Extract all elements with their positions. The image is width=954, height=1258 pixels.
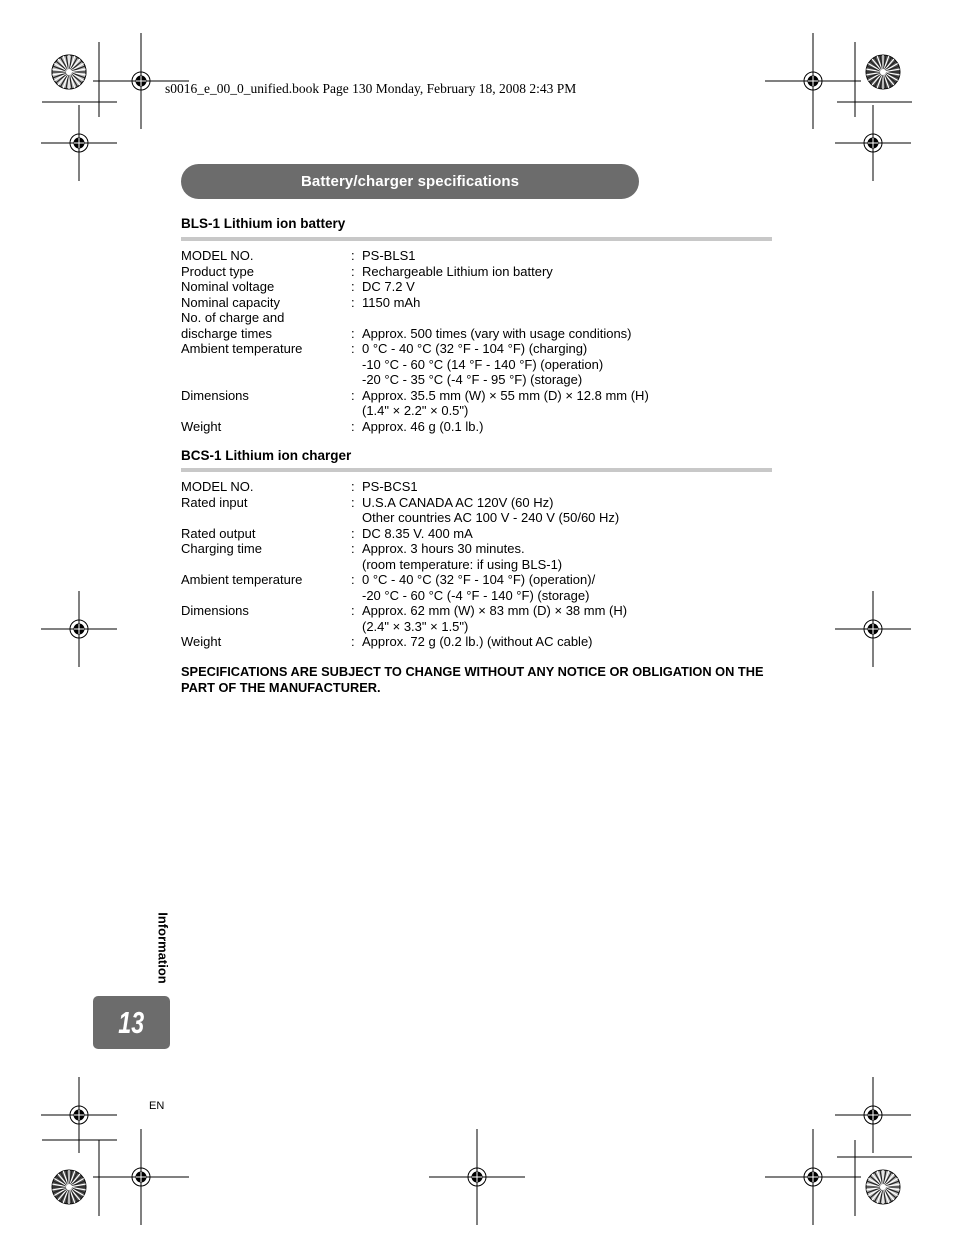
spec-value-line: PS-BLS1	[362, 248, 416, 263]
spec-label: Ambient temperature	[181, 341, 303, 356]
spec-row	[181, 526, 781, 542]
charger-heading: BCS-1 Lithium ion charger	[181, 448, 352, 463]
color-target-top-left-icon	[52, 55, 86, 89]
spec-value-line: U.S.A CANADA AC 120V (60 Hz)	[362, 494, 554, 510]
crosshair-left-upper-icon	[41, 105, 117, 181]
spec-row	[181, 310, 781, 326]
spec-row	[181, 541, 781, 572]
spec-label: Charging time	[181, 541, 262, 556]
spec-row	[181, 495, 781, 526]
spec-colon: :	[351, 572, 355, 587]
spec-value	[362, 634, 781, 650]
color-target-bottom-left-icon	[52, 1170, 86, 1204]
spec-value-line: -10 °C - 60 °C (14 °F - 140 °F) (operation)	[362, 356, 604, 372]
spec-value-line: 0 °C - 40 °C (32 °F - 104 °F) (charging)	[362, 341, 588, 356]
spec-label: Dimensions	[181, 387, 249, 403]
spec-value-line: -20 °C - 35 °C (-4 °F - 95 °F) (storage)	[362, 372, 583, 387]
spec-value-line: -20 °C - 60 °C (-4 °F - 140 °F) (storage)	[362, 587, 590, 603]
section-title: Battery/charger specifications	[300, 173, 520, 190]
spec-label: Nominal capacity	[181, 294, 280, 310]
battery-spec-table	[181, 248, 781, 434]
spec-colon: :	[351, 634, 355, 649]
spec-value-line: (1.4" × 2.2" × 0.5")	[362, 403, 469, 418]
spec-colon: :	[351, 341, 355, 356]
spec-value	[362, 572, 781, 603]
crosshair-top-right-icon	[765, 33, 861, 129]
crosshair-bottom-right-icon	[765, 1129, 861, 1225]
spec-row	[181, 264, 781, 280]
spec-colon: :	[351, 494, 355, 510]
spec-value	[362, 603, 781, 634]
spec-colon: :	[351, 263, 355, 279]
spec-value-line: Approx. 500 times (vary with usage conditions)	[362, 325, 632, 341]
spec-row	[181, 341, 781, 388]
chapter-number: 13	[118, 1004, 145, 1040]
spec-value-line	[362, 310, 781, 326]
spec-value	[362, 495, 781, 526]
spec-label: Weight	[181, 418, 222, 434]
spec-row	[181, 419, 781, 435]
chapter-tab	[93, 996, 170, 1049]
spec-value-line: (room temperature: if using BLS-1)	[362, 556, 563, 572]
specification-notice: SPECIFICATIONS ARE SUBJECT TO CHANGE WITHOUT ANY NOTICE OR OBLIGATION ON THE PART OF THE MANUFACTURER.	[181, 664, 764, 695]
spec-label: Dimensions	[181, 603, 249, 618]
spec-row	[181, 479, 781, 495]
spec-row	[181, 326, 781, 342]
spec-label: Ambient temperature	[181, 572, 303, 587]
spec-row	[181, 279, 781, 295]
side-tab-label: Information	[155, 912, 171, 984]
battery-divider	[181, 237, 772, 241]
color-target-top-right-icon	[866, 55, 900, 89]
spec-value-line: Rechargeable Lithium ion battery	[362, 263, 553, 279]
language-code: EN	[149, 1100, 165, 1112]
spec-label: MODEL NO.	[181, 248, 254, 263]
crosshair-left-lower-icon	[41, 1077, 117, 1153]
spec-label: discharge times	[181, 325, 273, 341]
spec-value	[362, 310, 781, 326]
spec-label: Product type	[181, 263, 254, 279]
crosshair-left-mid-icon	[41, 591, 117, 667]
spec-colon: :	[351, 325, 355, 341]
spec-value-line: (2.4" × 3.3" × 1.5")	[362, 618, 469, 634]
spec-value-line: PS-BCS1	[362, 479, 418, 494]
spec-value-line: Approx. 72 g (0.2 lb.) (without AC cable)	[362, 634, 593, 649]
spec-colon: :	[351, 279, 355, 294]
spec-value-line: 0 °C - 40 °C (32 °F - 104 °F) (operation)/	[362, 572, 596, 587]
spec-colon: :	[351, 294, 355, 310]
spec-value	[362, 526, 781, 542]
spec-value-line: Approx. 3 hours 30 minutes.	[362, 541, 525, 556]
spec-value-line: 1150 mAh	[362, 294, 421, 310]
spec-value-line: DC 8.35 V. 400 mA	[362, 525, 473, 541]
spec-colon: :	[351, 479, 355, 494]
charger-spec-table	[181, 479, 781, 650]
spec-value	[362, 264, 781, 280]
spec-row	[181, 248, 781, 264]
spec-row	[181, 388, 781, 419]
spec-value-line: Approx. 62 mm (W) × 83 mm (D) × 38 mm (H)	[362, 603, 628, 618]
spec-value	[362, 248, 781, 264]
spec-value-line: DC 7.2 V	[362, 279, 415, 294]
spec-row	[181, 634, 781, 650]
spec-row	[181, 572, 781, 603]
spec-colon: :	[351, 387, 355, 403]
spec-value-line: Other countries AC 100 V - 240 V (50/60 Hz)	[362, 510, 620, 525]
spec-label: MODEL NO.	[181, 479, 254, 494]
crosshair-bottom-center-icon	[429, 1129, 525, 1225]
spec-value	[362, 419, 781, 435]
section-title-banner	[181, 164, 639, 199]
spec-value	[362, 279, 781, 295]
crosshair-right-lower-icon	[835, 1077, 911, 1153]
spec-value	[362, 541, 781, 572]
battery-heading: BLS-1 Lithium ion battery	[181, 216, 346, 231]
spec-value	[362, 388, 781, 419]
charger-divider	[181, 468, 772, 472]
crosshair-right-upper-icon	[835, 105, 911, 181]
spec-label: Rated input	[181, 494, 248, 510]
spec-label: Rated output	[181, 525, 256, 541]
spec-value-line: Approx. 46 g (0.1 lb.)	[362, 418, 484, 434]
spec-row	[181, 603, 781, 634]
spec-label: No. of charge and	[181, 310, 285, 325]
spec-colon: :	[351, 525, 355, 541]
spec-label: Weight	[181, 634, 222, 649]
spec-value-line: Approx. 35.5 mm (W) × 55 mm (D) × 12.8 mm (H)	[362, 387, 649, 403]
spec-value	[362, 326, 781, 342]
spec-value	[362, 295, 781, 311]
spec-colon: :	[351, 541, 355, 556]
spec-value	[362, 341, 781, 388]
print-header: s0016_e_00_0_unified.book Page 130 Monday, February 18, 2008 2:43 PM	[165, 81, 577, 96]
spec-label: Nominal voltage	[181, 279, 275, 294]
crosshair-bottom-left-icon	[93, 1129, 189, 1225]
spec-row	[181, 295, 781, 311]
spec-value	[362, 479, 781, 495]
spec-colon: :	[351, 603, 355, 618]
spec-colon: :	[351, 248, 355, 263]
spec-colon: :	[351, 418, 355, 434]
color-target-bottom-right-icon	[866, 1170, 900, 1204]
crosshair-right-mid-icon	[835, 591, 911, 667]
